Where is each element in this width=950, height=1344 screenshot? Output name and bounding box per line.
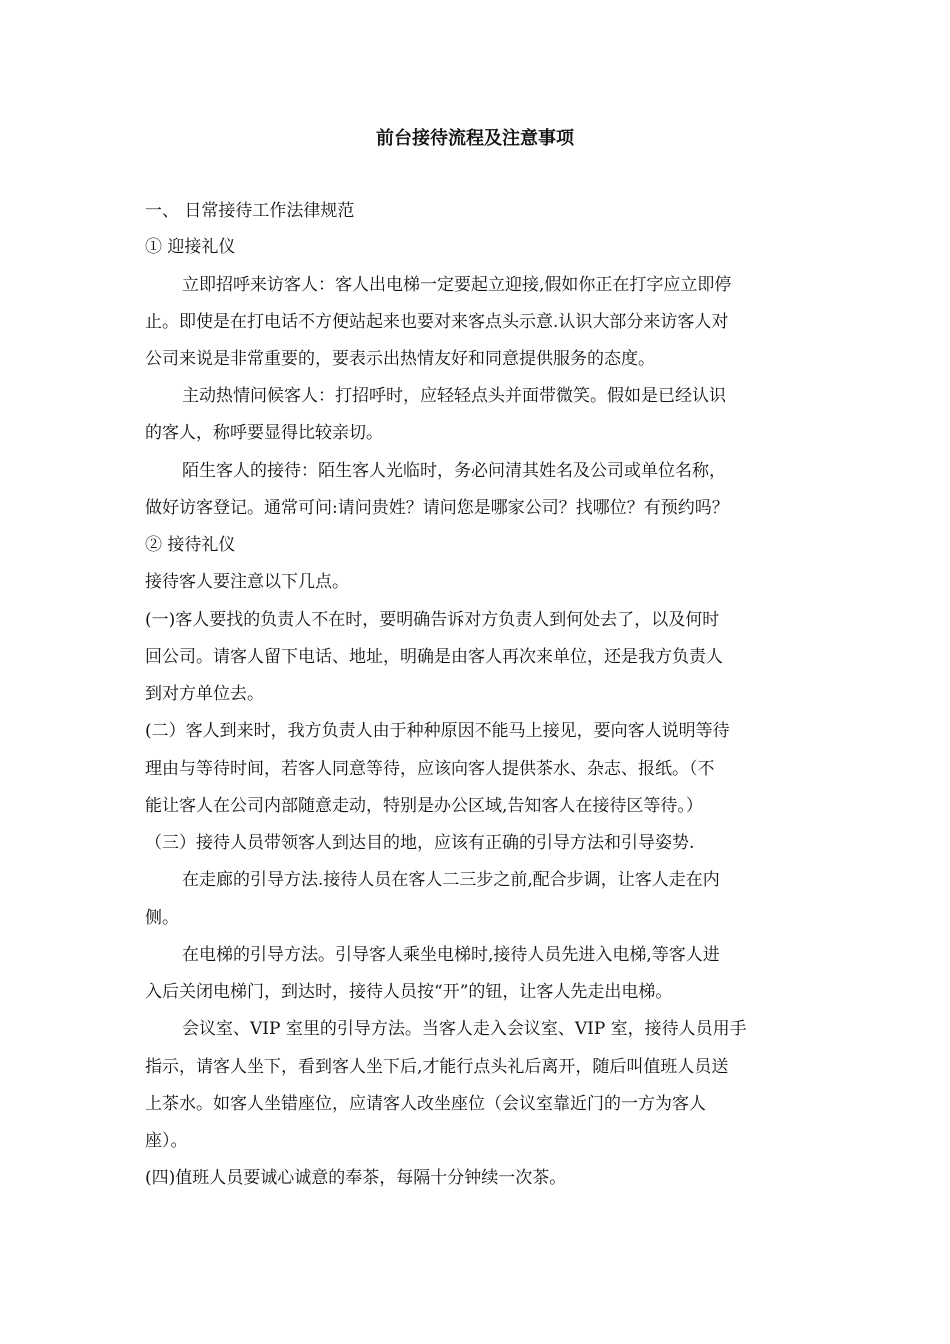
paragraph-line: 在走廊的引导方法.接待人员在客人二三步之前,配合步调，让客人走在内	[182, 870, 720, 890]
list-item-line: 能让客人在公司内部随意走动，特别是办公区域,告知客人在接待区等待。）	[145, 796, 703, 816]
paragraph-line: 指示，请客人坐下，看到客人坐下后,才能行点头礼后离开，随后叫值班人员送	[145, 1057, 729, 1077]
paragraph-line: 在电梯的引导方法。引导客人乘坐电梯时,接待人员先进入电梯,等客人进	[182, 945, 720, 965]
list-item-line: (一)客人要找的负责人不在时，要明确告诉对方负责人到何处去了，以及何时	[145, 610, 720, 630]
list-item-line: (四)值班人员要诚心诚意的奉茶，每隔十分钟续一次茶。	[145, 1168, 567, 1188]
paragraph-line: 座）。	[145, 1131, 188, 1151]
section-heading: 一、 日常接待工作法律规范	[145, 201, 355, 221]
paragraph-line: 止。即使是在打电话不方便站起来也要对来客点头示意.认识大部分来访客人对	[145, 312, 729, 332]
list-item-line: (二）客人到来时，我方负责人由于种种原因不能马上接见，要向客人说明等待	[145, 721, 730, 741]
paragraph-line: 侧。	[145, 908, 179, 928]
paragraph-line: 陌生客人的接待：陌生客人光临时，务必问清其姓名及公司或单位名称，	[182, 461, 726, 481]
list-item-line: 回公司。请客人留下电话、地址，明确是由客人再次来单位，还是我方负责人	[145, 647, 723, 667]
paragraph-line: 立即招呼来访客人：客人出电梯一定要起立迎接,假如你正在打字应立即停	[182, 275, 732, 295]
paragraph-line: 的客人，称呼要显得比较亲切。	[145, 423, 383, 443]
document-title: 前台接待流程及注意事项	[376, 128, 574, 149]
paragraph-line: 上茶水。如客人坐错座位，应请客人改坐座位（会议室靠近门的一方为客人	[145, 1094, 706, 1114]
paragraph-line: 会议室、VIP 室里的引导方法。当客人走入会议室、VIP 室，接待人员用手	[182, 1019, 747, 1039]
list-item-line: （三）接待人员带领客人到达目的地，应该有正确的引导方法和引导姿势.	[145, 833, 695, 853]
paragraph-line: 入后关闭电梯门，到达时，接待人员按“开”的钮，让客人先走出电梯。	[145, 982, 673, 1002]
paragraph-line: 主动热情问候客人：打招呼时，应轻轻点头并面带微笑。假如是已经认识	[182, 386, 726, 406]
list-item-line: 到对方单位去。	[145, 684, 264, 704]
list-item-line: 理由与等待时间，若客人同意等待，应该向客人提供茶水、杂志、报纸。（不	[145, 759, 715, 779]
paragraph-line: 接待客人要注意以下几点。	[145, 572, 349, 592]
paragraph-line: 做好访客登记。通常可问:请问贵姓？请问您是哪家公司？找哪位？有预约吗？	[145, 498, 729, 518]
paragraph-line: 公司来说是非常重要的，要表示出热情友好和同意提供服务的态度。	[145, 349, 655, 369]
subsection-heading: ② 接待礼仪	[145, 535, 236, 555]
subsection-heading: ① 迎接礼仪	[145, 237, 236, 257]
